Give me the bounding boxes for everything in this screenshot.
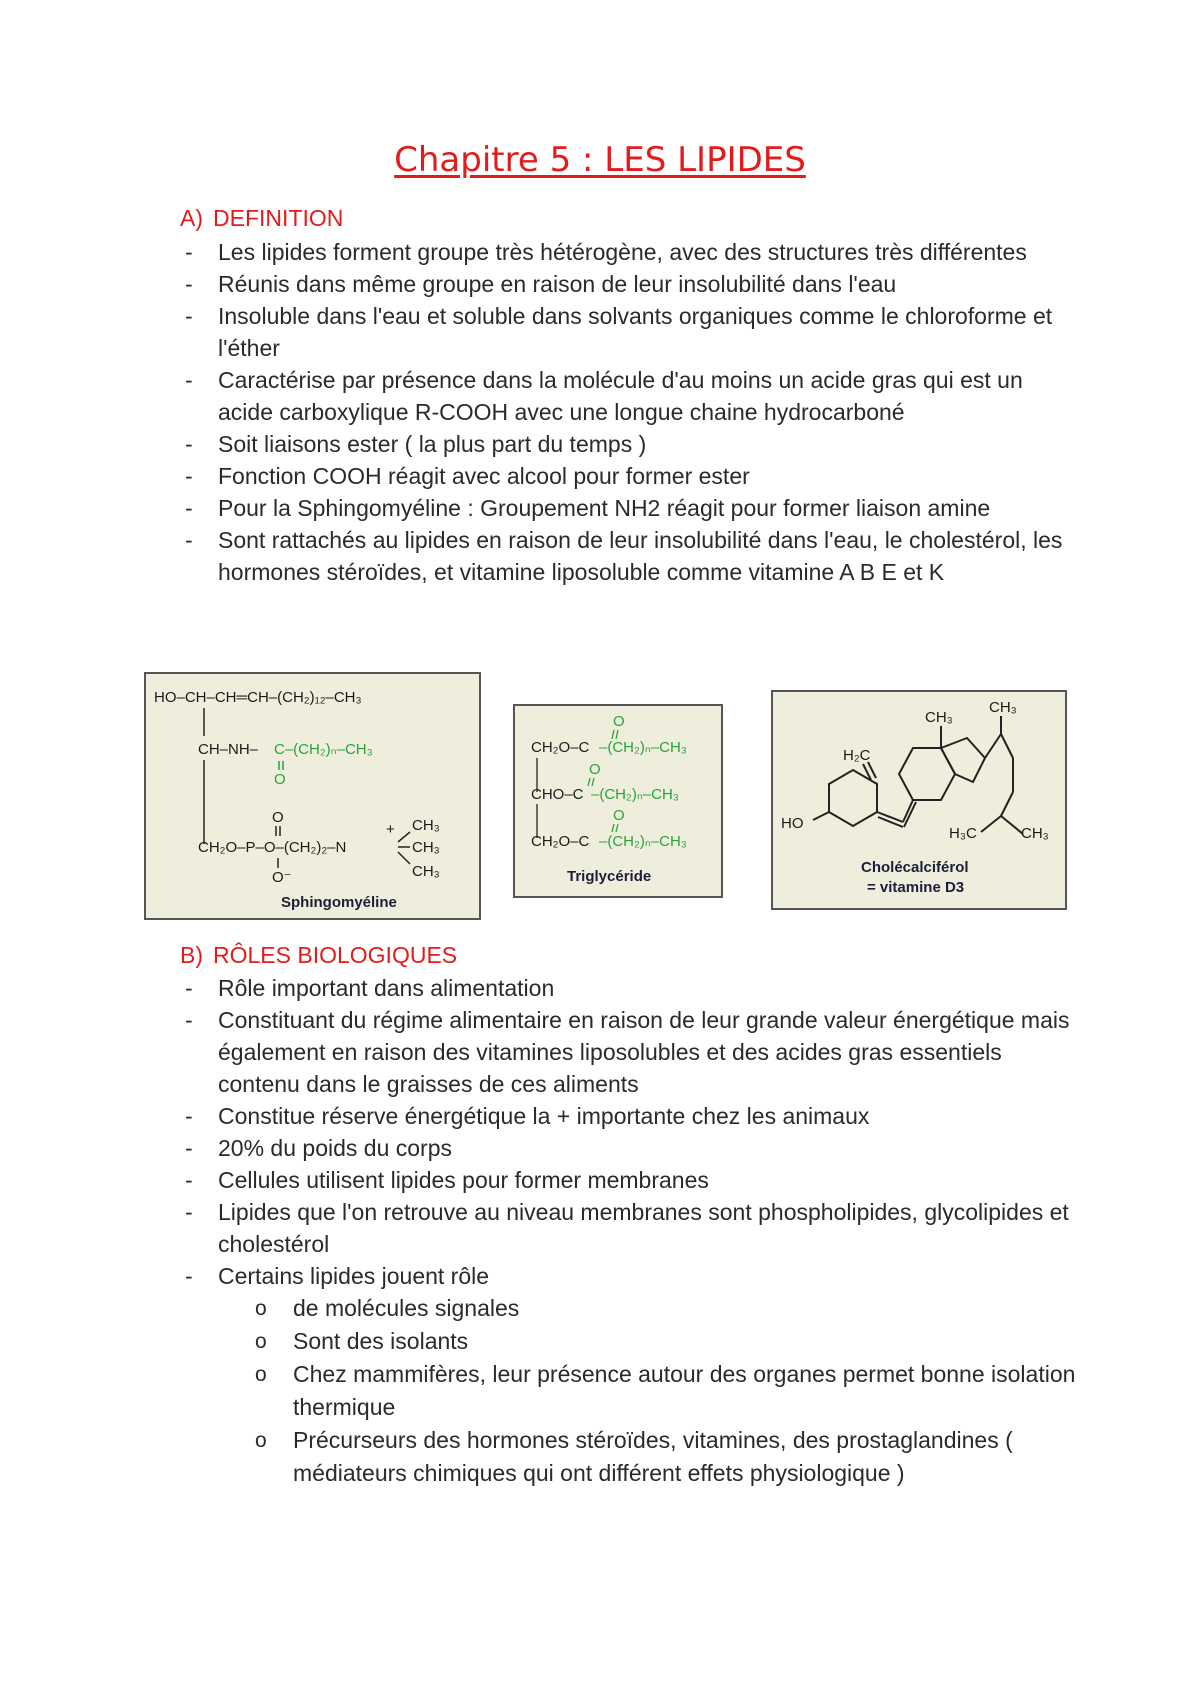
sphingo-phosphate-oxygen: O (272, 809, 284, 826)
sphingo-charge-plus: + (386, 821, 395, 838)
role-subitem: o Chez mammifères, leur présence autour des organes permet bonne isolation thermique (218, 1358, 1080, 1424)
definition-item: - Les lipides forment groupe très hétérogène, avec des structures très différentes (180, 236, 1080, 268)
chole-methyl-left: H₃C (949, 825, 977, 842)
section-a-number: A) (180, 205, 203, 231)
chole-methyl-right: CH₃ (1021, 825, 1049, 842)
chole-methylene: H₂C (843, 747, 871, 764)
trig-oxygen-3: O (613, 807, 625, 824)
section-b-heading (180, 942, 457, 969)
definition-list (180, 236, 1080, 588)
role-item-signals (180, 1260, 1080, 1490)
roles-sublist (218, 1292, 1080, 1490)
trig-chain-2: –(CH₂)ₙ–CH₃ (591, 786, 679, 803)
trig-row1: CH₂O–C (531, 739, 590, 756)
role-subitem: o Sont des isolants (218, 1325, 1080, 1358)
chole-methyl-chain: CH₃ (989, 699, 1017, 716)
role-subitem: o Précurseurs des hormones stéroïdes, vitamines, des prostaglandines ( médiateurs chimiques qui ont différent effets physiologique ) (218, 1424, 1080, 1490)
role-item: - Cellules utilisent lipides pour former membranes (180, 1164, 1080, 1196)
trig-chain-3: –(CH₂)ₙ–CH₃ (599, 833, 687, 850)
sphingo-line2: CH–NH– (198, 741, 259, 758)
role-item: - 20% du poids du corps (180, 1132, 1080, 1164)
triglyceride-figure (513, 704, 723, 898)
role-item: - Rôle important dans alimentation (180, 972, 1080, 1004)
sphingo-acyl-chain: C–(CH₂)ₙ–CH₃ (274, 741, 373, 758)
sphingo-o-minus: O⁻ (272, 869, 292, 886)
trig-oxygen-2: O (589, 761, 601, 778)
trig-oxygen-1: O (613, 713, 625, 730)
chole-methyl-ring: CH₃ (925, 709, 953, 726)
section-b-number: B) (180, 942, 203, 968)
trig-chain-1: –(CH₂)ₙ–CH₃ (599, 739, 687, 756)
sphingomyeline-caption: Sphingomyéline (281, 894, 397, 911)
role-item-text: Certains lipides jouent rôle (218, 1263, 490, 1289)
page-title: Chapitre 5 : LES LIPIDES (394, 140, 806, 180)
sphingo-oxygen: O (274, 771, 286, 788)
sphingo-line3: CH₂O–P–O–(CH₂)₂–N (198, 839, 347, 856)
roles-list (180, 972, 1080, 1490)
role-item: - Constitue réserve énergétique la + importante chez les animaux (180, 1100, 1080, 1132)
section-a-title: DEFINITION (213, 205, 344, 231)
definition-item: - Insoluble dans l'eau et soluble dans solvants organiques comme le chloroforme et l'éther (180, 300, 1080, 364)
trig-row2: CHO–C (531, 786, 584, 803)
definition-item: - Pour la Sphingomyéline : Groupement NH2 réagit pour former liaison amine (180, 492, 1080, 524)
definition-item: - Sont rattachés au lipides en raison de leur insolubilité dans l'eau, le cholestérol, les hormones stéroïdes, et vitamine liposoluble comme vitamine A B E et K (180, 524, 1080, 588)
sphingomyeline-figure (144, 672, 481, 920)
triglyceride-caption: Triglycéride (567, 868, 652, 885)
sphingo-line1: HO–CH–CH═CH–(CH₂)₁₂–CH₃ (154, 689, 362, 706)
role-item: - Lipides que l'on retrouve au niveau membranes sont phospholipides, glycolipides et cholestérol (180, 1196, 1080, 1260)
cholecalciferol-figure (771, 690, 1067, 910)
sphingo-methyl-2: CH₃ (412, 839, 440, 856)
role-subitem: o de molécules signales (218, 1292, 1080, 1325)
cholecalciferol-caption-2: = vitamine D3 (867, 879, 965, 896)
trig-row3: CH₂O–C (531, 833, 590, 850)
definition-item: - Soit liaisons ester ( la plus part du temps ) (180, 428, 1080, 460)
cholecalciferol-caption-1: Cholécalciférol (861, 859, 969, 876)
role-item: - Constituant du régime alimentaire en raison de leur grande valeur énergétique mais également en raison des vitamines liposolubles et des acides gras essentiels contenu dans le graisses de ces aliments (180, 1004, 1080, 1100)
section-b-title: RÔLES BIOLOGIQUES (213, 942, 458, 968)
section-a-heading (180, 205, 343, 232)
chole-hydroxyl: HO (781, 815, 804, 832)
sphingo-methyl-1: CH₃ (412, 817, 440, 834)
definition-item: - Caractérise par présence dans la molécule d'au moins un acide gras qui est un acide carboxylique R-COOH avec une longue chaine hydrocarboné (180, 364, 1080, 428)
definition-item: - Réunis dans même groupe en raison de leur insolubilité dans l'eau (180, 268, 1080, 300)
sphingo-methyl-3: CH₃ (412, 863, 440, 880)
definition-item: - Fonction COOH réagit avec alcool pour former ester (180, 460, 1080, 492)
